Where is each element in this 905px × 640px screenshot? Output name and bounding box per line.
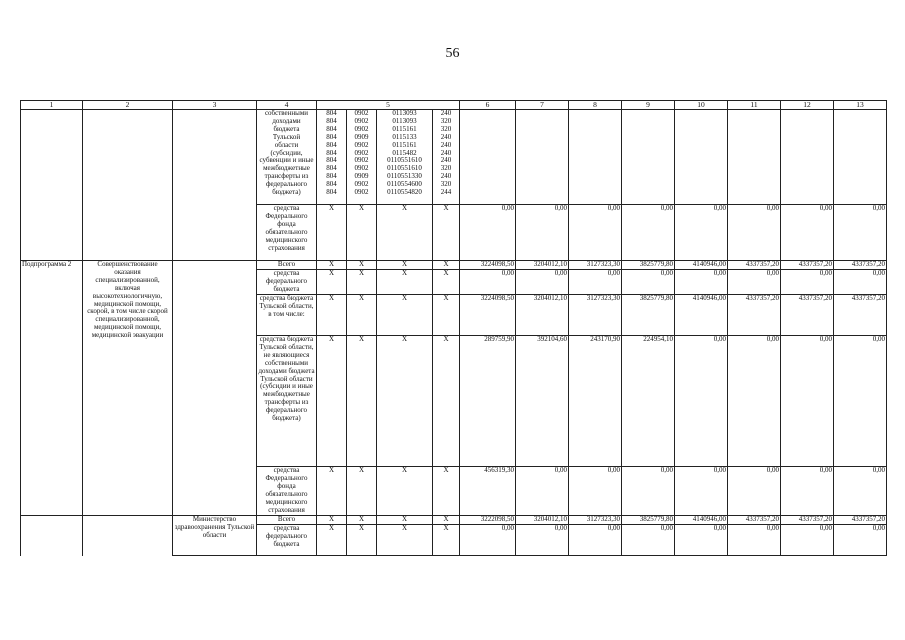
cell-value: 243170,90 bbox=[569, 336, 622, 467]
cell-c1-empty bbox=[21, 110, 83, 261]
cell-value: 3224098,50 bbox=[460, 295, 516, 336]
cell-value: 0,00 bbox=[675, 525, 728, 556]
header-col-4: 4 bbox=[257, 101, 317, 110]
cell-value: 0,00 bbox=[834, 525, 887, 556]
cell-source: Всего bbox=[257, 261, 317, 270]
cell-value: 4337357,20 bbox=[728, 516, 781, 525]
header-col-2: 2 bbox=[83, 101, 173, 110]
header-row bbox=[21, 101, 905, 110]
cell-source: Всего bbox=[257, 516, 317, 525]
cell-source: средства федерального бюджета bbox=[257, 270, 317, 295]
cell-x: X bbox=[433, 270, 460, 295]
cell-x: X bbox=[347, 516, 377, 525]
cell-x: X bbox=[377, 295, 433, 336]
cell-value: 0,00 bbox=[460, 525, 516, 556]
header-col-8: 8 bbox=[569, 101, 622, 110]
cell-empty bbox=[834, 110, 887, 205]
cell-value: 0,00 bbox=[781, 336, 834, 467]
cell-value: 0,00 bbox=[781, 205, 834, 261]
ministry-name: Министерство здравоохранения Тульской области bbox=[173, 516, 257, 556]
cell-source: средства федерального бюджета bbox=[257, 525, 317, 556]
header-col-10: 10 bbox=[675, 101, 728, 110]
cell-value: 0,00 bbox=[460, 205, 516, 261]
cell-value: 0,00 bbox=[834, 336, 887, 467]
cell-value: 4337357,20 bbox=[728, 261, 781, 270]
subprogram-title: Совершенствование оказания специализированной, включая высокотехнологичную, медицинской помощи, скорой, в том числе скорой специализированной, медицинской помощи, медицинской эвакуации bbox=[83, 261, 173, 516]
cell-x: X bbox=[377, 270, 433, 295]
cell-value: 3825779,80 bbox=[622, 516, 675, 525]
cell-value: 0,00 bbox=[728, 270, 781, 295]
cell-value: 3127323,30 bbox=[569, 261, 622, 270]
cell-value: 3204012,10 bbox=[516, 295, 569, 336]
cell-value: 3825779,80 bbox=[622, 261, 675, 270]
table-row-subprogram2-total bbox=[21, 261, 905, 270]
cell-value: 0,00 bbox=[516, 525, 569, 556]
cell-x: X bbox=[433, 336, 460, 467]
cell-x: X bbox=[377, 525, 433, 556]
cell-value: 4337357,20 bbox=[834, 261, 887, 270]
cell-value: 0,00 bbox=[569, 205, 622, 261]
header-col-9: 9 bbox=[622, 101, 675, 110]
cell-value: 0,00 bbox=[834, 467, 887, 516]
cell-value: 4337357,20 bbox=[781, 261, 834, 270]
cell-value: 0,00 bbox=[516, 467, 569, 516]
cell-value: 224954,10 bbox=[622, 336, 675, 467]
cell-source: средства Федерального фонда обязательного медицинского страхования bbox=[257, 205, 317, 261]
header-col-13: 13 bbox=[834, 101, 887, 110]
cell-x: X bbox=[433, 467, 460, 516]
cell-value: 0,00 bbox=[569, 270, 622, 295]
cell-source: средства бюджета Тульской области, в том числе: bbox=[257, 295, 317, 336]
cell-x: X bbox=[377, 261, 433, 270]
cell-x: X bbox=[317, 295, 347, 336]
subprogram-label: Подпрограмма 2 bbox=[21, 261, 83, 516]
cell-value: 0,00 bbox=[675, 336, 728, 467]
cell-empty bbox=[569, 110, 622, 205]
cell-codes-csr: 0113093 0113093 0115161 0115133 0115161 0115482 0110551610 0110551610 0110551330 0110554600 0110554820 bbox=[377, 110, 433, 205]
cell-empty bbox=[516, 110, 569, 205]
cell-value: 0,00 bbox=[569, 467, 622, 516]
cell-value: 0,00 bbox=[781, 467, 834, 516]
cell-x: X bbox=[377, 516, 433, 525]
cell-value: 0,00 bbox=[834, 205, 887, 261]
cell-value: 3224098,50 bbox=[460, 261, 516, 270]
cell-x: X bbox=[433, 516, 460, 525]
cell-value: 0,00 bbox=[728, 205, 781, 261]
cell-empty bbox=[622, 110, 675, 205]
cell-value: 0,00 bbox=[834, 270, 887, 295]
cell-value: 0,00 bbox=[622, 467, 675, 516]
cell-x: X bbox=[317, 261, 347, 270]
cell-value: 4337357,20 bbox=[781, 295, 834, 336]
header-col-5: 5 bbox=[317, 101, 460, 110]
table-row-continuation bbox=[21, 110, 905, 205]
cell-source: средства бюджета Тульской области, не являющиеся собственными доходами бюджета Тульской области (субсидии и иные межбюджетные трансферты из федерального бюджета) bbox=[257, 336, 317, 467]
cell-x: X bbox=[347, 270, 377, 295]
header-col-1: 1 bbox=[21, 101, 83, 110]
cell-x: X bbox=[317, 525, 347, 556]
cell-c2-empty bbox=[83, 110, 173, 261]
cell-value: 4140946,00 bbox=[675, 516, 728, 525]
cell-value: 3127323,30 bbox=[569, 516, 622, 525]
cell-value: 3825779,80 bbox=[622, 295, 675, 336]
cell-value: 0,00 bbox=[622, 525, 675, 556]
cell-value: 0,00 bbox=[516, 270, 569, 295]
cell-value: 0,00 bbox=[728, 525, 781, 556]
cell-codes-grbs: 804 804 804 804 804 804 804 804 804 804 804 bbox=[317, 110, 347, 205]
cell-value: 0,00 bbox=[675, 467, 728, 516]
cell-value: 0,00 bbox=[675, 205, 728, 261]
cell-value: 3127323,30 bbox=[569, 295, 622, 336]
cell-x: X bbox=[347, 205, 377, 261]
cell-x: X bbox=[433, 525, 460, 556]
cell-x: X bbox=[433, 295, 460, 336]
cell-c3-empty bbox=[173, 261, 257, 516]
cell-value: 0,00 bbox=[516, 205, 569, 261]
cell-empty bbox=[460, 110, 516, 205]
cell-value: 392104,60 bbox=[516, 336, 569, 467]
cell-value: 3204012,10 bbox=[516, 516, 569, 525]
cell-value: 4337357,20 bbox=[781, 516, 834, 525]
cell-x: X bbox=[433, 261, 460, 270]
cell-value: 4337357,20 bbox=[728, 295, 781, 336]
cell-value: 4140946,00 bbox=[675, 261, 728, 270]
cell-empty bbox=[781, 110, 834, 205]
cell-codes-rzpr: 0902 0902 0902 0909 0902 0902 0902 0902 0909 0902 0902 bbox=[347, 110, 377, 205]
header-col-11: 11 bbox=[728, 101, 781, 110]
header-col-7: 7 bbox=[516, 101, 569, 110]
cell-x: X bbox=[377, 336, 433, 467]
cell-empty bbox=[728, 110, 781, 205]
cell-x: X bbox=[433, 205, 460, 261]
cell-value: 289759,90 bbox=[460, 336, 516, 467]
cell-x: X bbox=[347, 525, 377, 556]
cell-c1-empty bbox=[21, 516, 83, 556]
cell-c3-empty bbox=[173, 110, 257, 261]
page-number: 56 bbox=[445, 46, 460, 61]
cell-source-lines: собственными доходами бюджета Тульской области (субсидии, субвенции и иные межбюджетные трансферты из федерального бюджета) bbox=[257, 110, 317, 205]
cell-value: 456319,30 bbox=[460, 467, 516, 516]
cell-c2-empty bbox=[83, 516, 173, 556]
cell-value: 0,00 bbox=[728, 467, 781, 516]
cell-x: X bbox=[347, 261, 377, 270]
cell-value: 4337357,20 bbox=[834, 516, 887, 525]
cell-x: X bbox=[317, 205, 347, 261]
cell-x: X bbox=[317, 270, 347, 295]
cell-value: 3204012,10 bbox=[516, 261, 569, 270]
cell-x: X bbox=[347, 295, 377, 336]
cell-value: 0,00 bbox=[622, 270, 675, 295]
table-row-ministry-total bbox=[21, 516, 905, 525]
cell-value: 0,00 bbox=[675, 270, 728, 295]
cell-value: 0,00 bbox=[781, 525, 834, 556]
budget-table bbox=[20, 100, 905, 556]
cell-x: X bbox=[317, 336, 347, 467]
header-col-6: 6 bbox=[460, 101, 516, 110]
cell-x: X bbox=[377, 467, 433, 516]
cell-value: 0,00 bbox=[622, 205, 675, 261]
cell-value: 0,00 bbox=[569, 525, 622, 556]
cell-value: 4337357,20 bbox=[834, 295, 887, 336]
cell-x: X bbox=[317, 516, 347, 525]
cell-x: X bbox=[347, 467, 377, 516]
cell-value: 0,00 bbox=[781, 270, 834, 295]
cell-value: 0,00 bbox=[728, 336, 781, 467]
cell-source: средства Федерального фонда обязательного медицинского страхования bbox=[257, 467, 317, 516]
cell-x: X bbox=[347, 336, 377, 467]
header-col-3: 3 bbox=[173, 101, 257, 110]
cell-x: X bbox=[317, 467, 347, 516]
cell-x: X bbox=[377, 205, 433, 261]
cell-codes-vr: 240 320 320 240 240 240 240 320 240 320 244 bbox=[433, 110, 460, 205]
header-col-12: 12 bbox=[781, 101, 834, 110]
cell-value: 4140946,00 bbox=[675, 295, 728, 336]
cell-value: 3222098,50 bbox=[460, 516, 516, 525]
cell-empty bbox=[675, 110, 728, 205]
cell-value: 0,00 bbox=[460, 270, 516, 295]
